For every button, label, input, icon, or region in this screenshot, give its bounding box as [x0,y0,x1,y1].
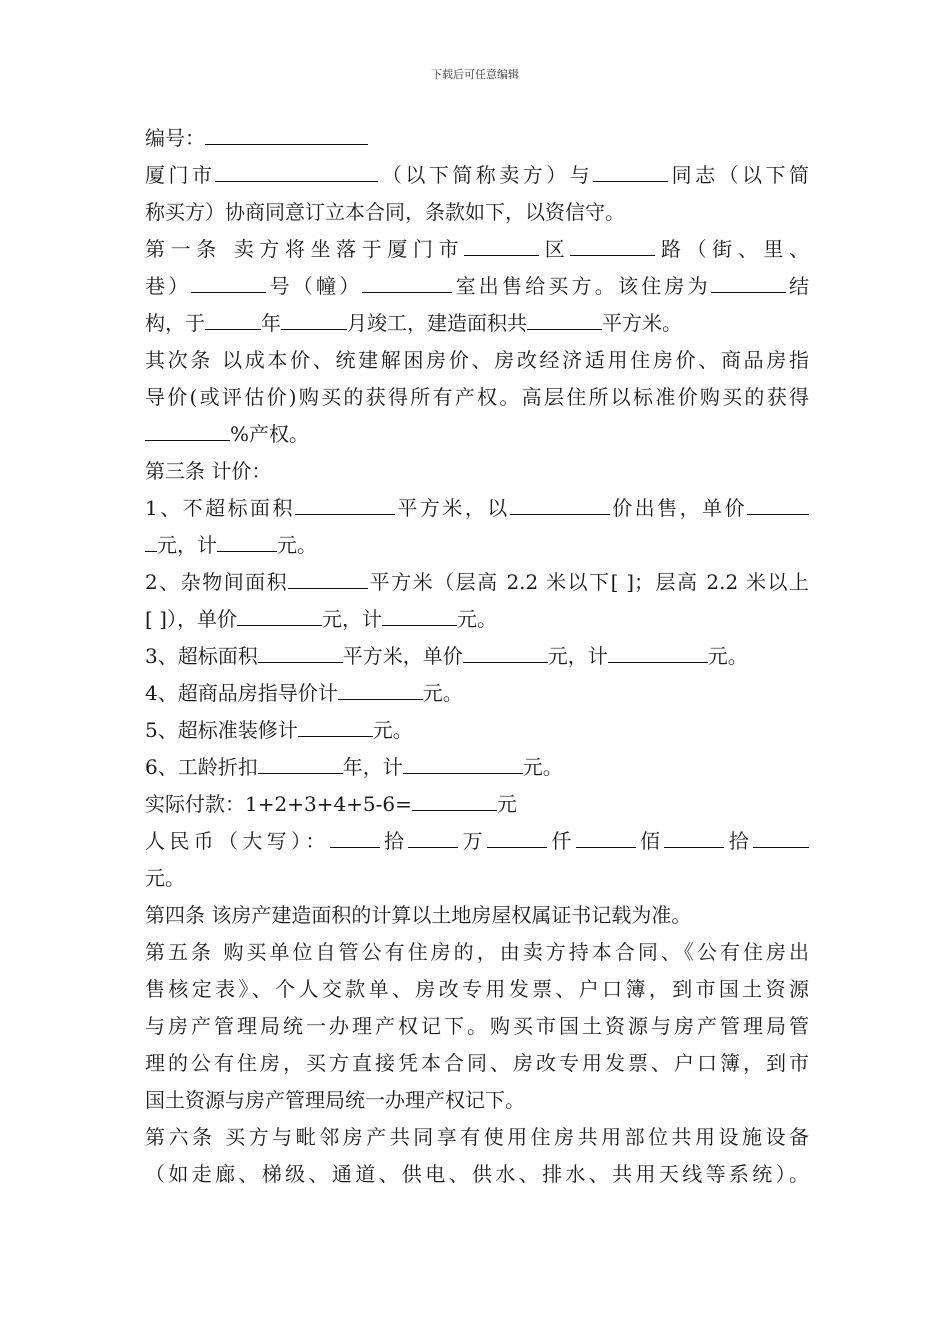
page-header-note: 下载后可任意编辑 [431,68,519,81]
contract-text: 元，计 [157,533,217,557]
contract-text: [ ]），单价 [145,607,237,631]
contract-text: %产权。 [230,422,310,446]
contract-text: 实际付款：1+2+3+4+5-6= [145,792,412,816]
contract-text: 6、工龄折扣 [145,755,258,779]
blank-field[interactable] [408,830,458,848]
contract-text: 拾 [724,829,754,853]
blank-field[interactable] [576,830,636,848]
blank-field[interactable] [593,164,668,182]
blank-field[interactable] [205,127,368,145]
contract-text: 年 [261,311,281,335]
contract-line [145,1156,809,1193]
contract-text: 厦门市 [145,163,216,187]
contract-text: 与房产管理局统一办理产权记下。购买市国土资源与房产管理局管 [145,1014,809,1038]
contract-text: 构，于 [145,311,205,335]
blank-field[interactable] [463,645,548,663]
contract-line [145,379,809,416]
contract-text: 平方米，以 [394,496,510,520]
blank-field[interactable] [298,719,373,737]
contract-text: 元。 [422,681,463,705]
contract-line [145,120,809,157]
contract-text: 室出售给买方。该住房为 [452,274,711,298]
contract-text: 元。 [145,866,185,890]
blank-field[interactable] [205,312,261,330]
contract-text: 路（街、里、 [655,237,810,261]
contract-text: 平方米，单价 [342,644,463,668]
contract-text: 元，计 [547,644,608,668]
contract-text: 同志（以下简 [668,163,810,187]
contract-text: 第一条 卖方将坐落于厦门市 [145,237,465,261]
blank-field[interactable] [664,830,724,848]
blank-field[interactable] [464,238,539,256]
contract-text: 元。 [456,607,497,631]
contract-text: 1、不超标面积 [145,496,295,520]
blank-field[interactable] [362,275,452,293]
contract-line [145,934,809,971]
contract-text: 第三条 计价： [145,459,272,483]
contract-line [145,268,809,305]
contract-text: 元。 [707,644,748,668]
contract-text: 价出售，单价 [609,496,747,520]
contract-text: （以下简称卖方）与 [378,163,594,187]
contract-text: 第五条 购买单位自管公有住房的，由卖方持本合同、《公有住房出 [145,940,809,964]
contract-text: 5、超标准装修计 [145,718,298,742]
contract-text: 号（幢） [266,274,363,298]
contract-text: 元。 [522,755,563,779]
contract-line [145,601,809,638]
blank-field[interactable] [258,645,343,663]
contract-text: 万 [458,829,488,853]
contract-line [145,157,809,194]
contract-line [145,749,809,786]
contract-line [145,305,809,342]
contract-line [145,231,809,268]
contract-text: 月竣工，建造面积共 [347,311,527,335]
blank-field[interactable] [510,497,610,515]
contract-text: 元 [496,792,517,816]
contract-line [145,564,809,601]
contract-text: 4、超商品房指导价计 [145,681,338,705]
contract-body [145,120,809,1193]
contract-line [145,712,809,749]
contract-text: 元。 [277,533,317,557]
contract-line [145,897,809,934]
contract-text: 区 [539,237,571,261]
blank-field[interactable] [747,497,809,515]
blank-field[interactable] [217,534,277,552]
contract-line [145,416,809,453]
contract-text: 结 [785,274,810,298]
contract-text: 第四条 该房产建造面积的计算以土地房屋权属证书记载为准。 [145,903,692,927]
blank-field[interactable] [145,423,230,441]
contract-text: 平方米（层高 2.2 米以下[ ]；层高 2.2 米以上 [368,570,809,594]
contract-text: 佰 [635,829,665,853]
contract-text: 3、超标面积 [145,644,258,668]
contract-line [145,490,809,527]
contract-line [145,638,809,675]
blank-field[interactable] [487,830,547,848]
blank-field[interactable] [570,238,655,256]
blank-field[interactable] [215,164,378,182]
contract-text: 人民币（大写）： [145,829,330,853]
contract-text: 售核定表》、个人交款单、房改专用发票、户口簿，到市国土资源 [145,977,809,1001]
contract-line [145,342,809,379]
contract-line [145,823,809,860]
contract-text: 理的公有住房，买方直接凭本合同、房改专用发票、户口簿，到市 [145,1051,809,1075]
blank-field[interactable] [288,571,368,589]
contract-line [145,860,809,897]
contract-line [145,675,809,712]
contract-line [145,786,809,823]
contract-text: 其次条 以成本价、统建解困房价、房改经济适用住房价、商品房指 [145,348,809,372]
contract-line [145,1008,809,1045]
blank-field[interactable] [753,830,809,848]
contract-text: 拾 [379,829,409,853]
contract-text: 年，计 [342,755,403,779]
contract-text: 称买方）协商同意订立本合同，条款如下，以资信守。 [145,200,625,224]
contract-text: 元。 [372,718,413,742]
contract-line [145,194,809,231]
contract-text: 国土资源与房产管理局统一办理产权记下。 [145,1088,525,1112]
contract-text: 元，计 [321,607,382,631]
blank-field[interactable] [338,682,423,700]
blank-field[interactable] [191,275,266,293]
blank-field[interactable] [330,830,380,848]
contract-line [145,1119,809,1156]
blank-field[interactable] [237,608,322,626]
blank-field[interactable] [403,756,523,774]
blank-field[interactable] [711,275,786,293]
contract-text: 平方米。 [602,311,682,335]
blank-field[interactable] [382,608,457,626]
contract-line [145,527,809,564]
contract-line [145,1082,809,1119]
contract-text: 编号： [145,126,205,150]
blank-field[interactable] [412,793,497,811]
contract-text: 第六条 买方与毗邻房产共同享有使用住房共用部位共用设施设备 [145,1125,809,1149]
blank-field[interactable] [295,497,395,515]
contract-line [145,971,809,1008]
blank-field[interactable] [145,534,157,552]
contract-line [145,1045,809,1082]
blank-field[interactable] [258,756,343,774]
blank-field[interactable] [608,645,708,663]
contract-text: 仟 [547,829,576,853]
blank-field[interactable] [527,312,602,330]
contract-line [145,453,809,490]
contract-text: 导价(或评估价)购买的获得所有产权。高层住所以标准价购买的获得 [145,385,809,409]
contract-text: 2、杂物间面积 [145,570,289,594]
blank-field[interactable] [281,312,347,330]
contract-text: 巷） [145,274,192,298]
contract-text: （如走廊、梯级、通道、供电、供水、排水、共用天线等系统）。 [145,1162,809,1186]
